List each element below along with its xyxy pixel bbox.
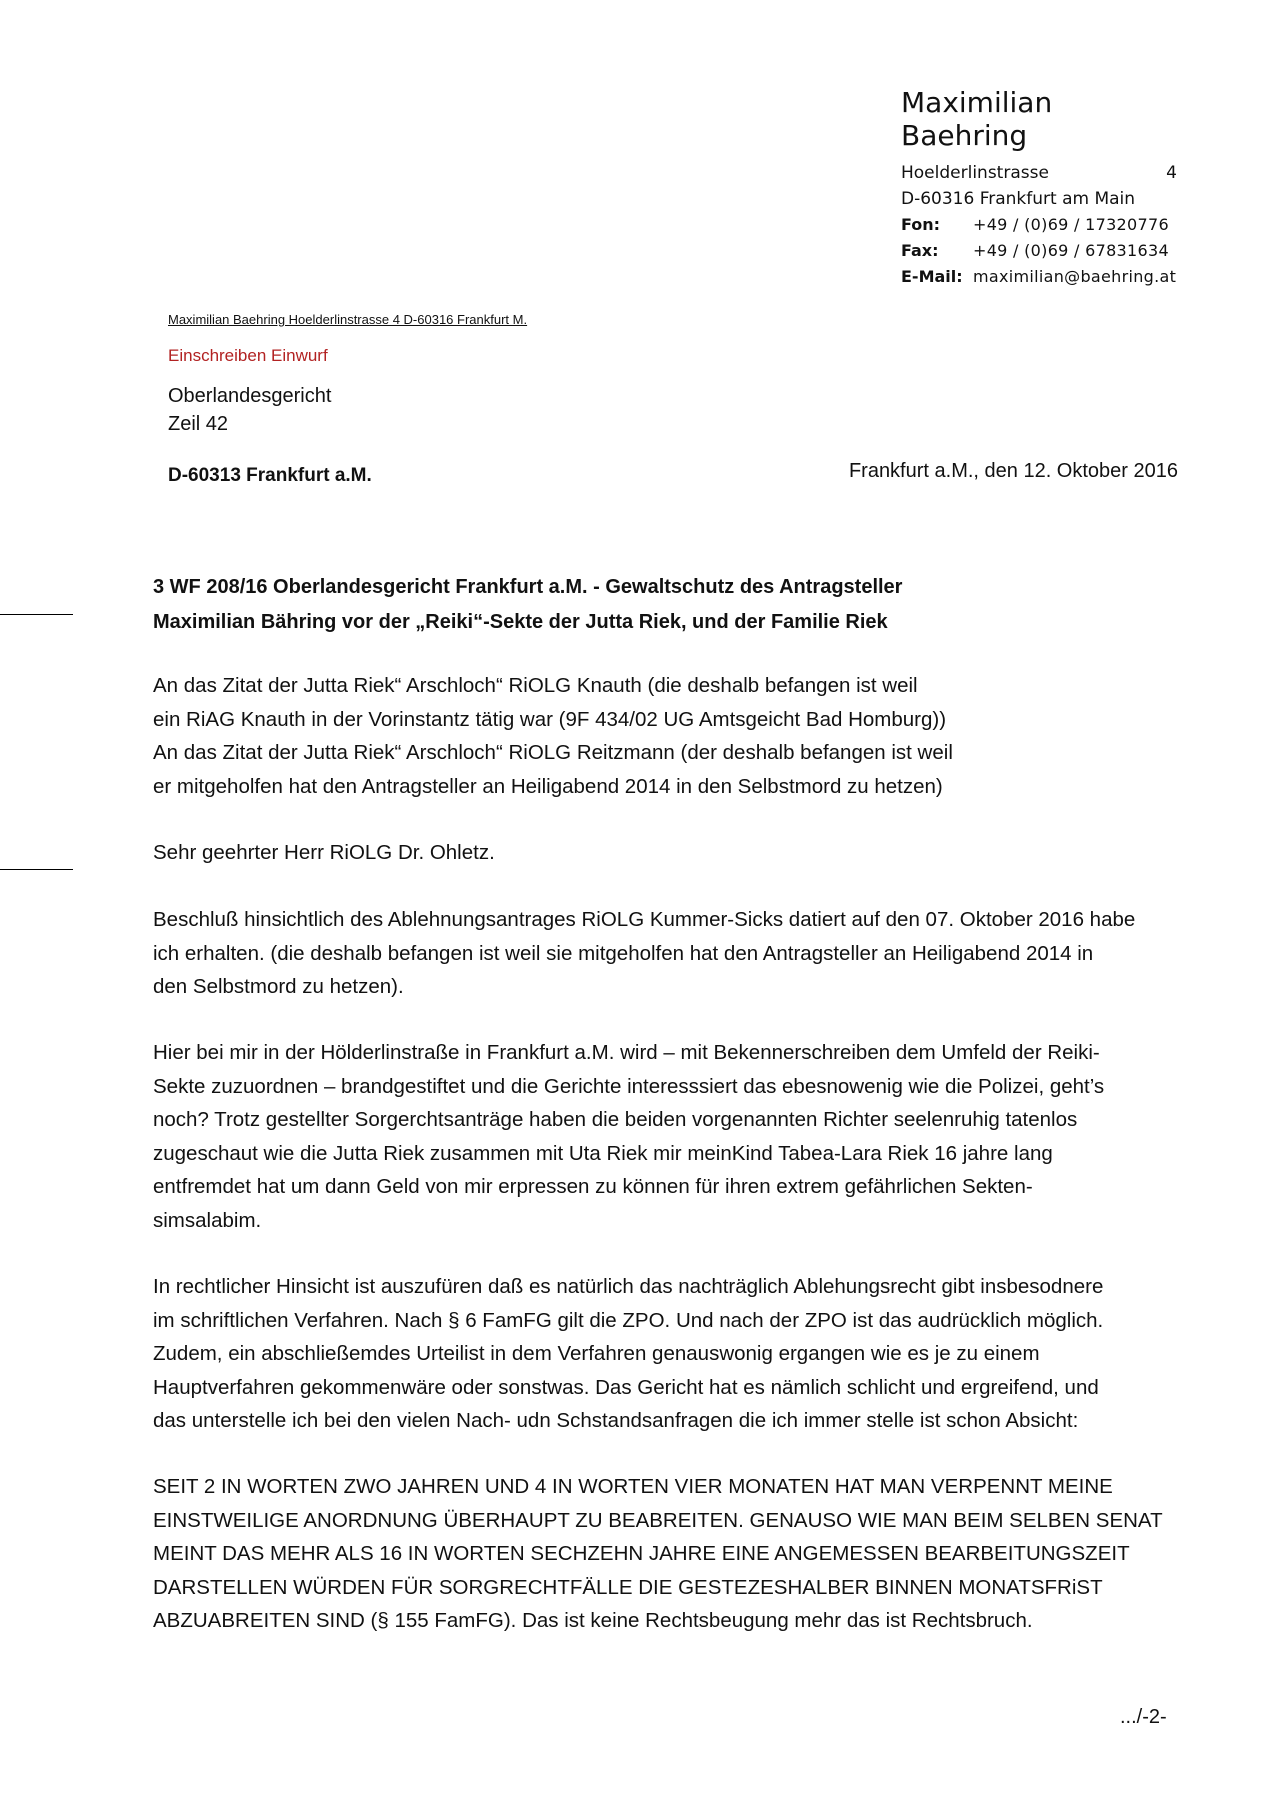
text-line: Hier bei mir in der Hölderlinstraße in Frankfurt a.M. wird – mit Bekennerschreiben dem Umfeld der Reiki- <box>153 1041 1100 1064</box>
email-address: maximilian@baehring.at <box>973 267 1177 286</box>
sender-name: Maximilian Baehring <box>901 86 1053 152</box>
text-line: das unterstelle ich bei den vielen Nach- udn Schstandsanfragen die ich immer stelle ist schon Absicht: <box>153 1409 1079 1432</box>
delivery-note: Einschreiben Einwurf <box>168 346 328 365</box>
text-line: An das Zitat der Jutta Riek“ Arschloch“ RiOLG Reitzmann (der deshalb befangen ist weil <box>153 741 953 764</box>
text-line: An das Zitat der Jutta Riek“ Arschloch“ RiOLG Knauth (die deshalb befangen ist weil <box>153 674 918 697</box>
recipient-address <box>168 382 331 438</box>
page-indicator: .../-2- <box>1120 1706 1167 1728</box>
recipient-line2: Zeil 42 <box>168 413 229 435</box>
paragraph-4 <box>153 1270 1183 1438</box>
text-line: ein RiAG Knauth in der Vorinstantz tätig war (9F 434/02 UG Amtsgeicht Bad Homburg)) <box>153 707 947 731</box>
fon-label: Fon: <box>901 215 941 234</box>
paragraph-2 <box>153 903 1183 1004</box>
subject <box>153 570 1163 640</box>
sender-fax-row <box>901 238 1177 264</box>
paragraph-1 <box>153 669 1183 803</box>
fold-mark-top <box>0 614 73 615</box>
fax-label: Fax: <box>901 241 939 260</box>
text-line: noch? Trotz gestellter Sorgerchtsanträge haben die beiden vorgenannten Richter seelenruhig tatenlos <box>153 1108 1078 1131</box>
text-line: DARSTELLEN WÜRDEN FÜR SORGRECHTFÄLLE DIE GESTEZESHALBER BINNEN MONATSFRiST <box>153 1575 1103 1599</box>
fon-number: +49 / (0)69 / 17320776 <box>973 215 1169 234</box>
text-line: Sekte zuzuordnen – brandgestiftet und die Gerichte interesssiert das ebesnowenig wie die Polizei, geht’s <box>153 1074 1105 1098</box>
email-label: E-Mail: <box>901 267 963 286</box>
text-line: MEINT DAS MEHR ALS 16 IN WORTEN SECHZEHN JAHRE EINE ANGEMESSEN BEARBEITUNGSZEIT <box>153 1542 1130 1565</box>
sender-city-row <box>901 186 1177 212</box>
sender-house-no: 4 <box>1166 163 1177 183</box>
fax-number: +49 / (0)69 / 67831634 <box>973 241 1169 260</box>
subject-line1: 3 WF 208/16 Oberlandesgericht Frankfurt a.M. - Gewaltschutz des Antragsteller <box>153 576 903 598</box>
text-line: Zudem, ein abschließemdes Urteilist in dem Verfahren genauswonig ergangen wie es je zu einem <box>153 1342 1040 1365</box>
text-line: im schriftlichen Verfahren. Nach § 6 FamFG gilt die ZPO. Und nach der ZPO ist das audrücklich möglich. <box>153 1308 1104 1332</box>
text-line: Hauptverfahren gekommenwäre oder sonstwas. Das Gericht hat es nämlich schlicht und ergreifend, und <box>153 1375 1099 1399</box>
subject-line2: Maximilian Bähring vor der „Reiki“-Sekte der Jutta Riek, und der Familie Riek <box>153 611 888 633</box>
sender-city: D-60316 Frankfurt am Main <box>901 189 1136 209</box>
salutation: Sehr geehrter Herr RiOLG Dr. Ohletz. <box>153 841 495 864</box>
letter-date: Frankfurt a.M., den 12. Oktober 2016 <box>848 460 1178 482</box>
recipient-line1: Oberlandesgericht <box>168 385 332 407</box>
sender-email-row <box>901 264 1177 290</box>
fold-mark-middle <box>0 869 73 870</box>
text-line: Beschluß hinsichtlich des Ablehnungsantrages RiOLG Kummer-Sicks datiert auf den 07. Oktober 2016 habe <box>153 908 1136 931</box>
sender-fon-row <box>901 212 1177 238</box>
paragraph-5 <box>153 1470 1183 1638</box>
text-line: zugeschaut wie die Jutta Riek zusammen mit Uta Riek mir meinKind Tabea-Lara Riek 16 jahre lang <box>153 1141 1053 1165</box>
recipient-city: D-60313 Frankfurt a.M. <box>168 465 372 486</box>
text-line: entfremdet hat um dann Geld von mir erpressen zu können für ihren extrem gefährlichen Sekten- <box>153 1175 1033 1198</box>
text-line: er mitgeholfen hat den Antragsteller an Heiligabend 2014 in den Selbstmord zu hetzen) <box>153 774 943 798</box>
text-line: ABZUABREITEN SIND (§ 155 FamFG). Das ist keine Rechtsbeugung mehr das ist Rechtsbruch. <box>153 1609 1033 1632</box>
sender-street: Hoelderlinstrasse <box>901 163 1049 183</box>
text-line: EINSTWEILIGE ANORDNUNG ÜBERHAUPT ZU BEABREITEN. GENAUSO WIE MAN BEIM SELBEN SENAT <box>153 1508 1163 1532</box>
text-line: ich erhalten. (die deshalb befangen ist weil sie mitgeholfen hat den Antragsteller an Heiligabend 2014 in <box>153 941 1094 965</box>
return-address-line: Maximilian Baehring Hoelderlinstrasse 4 D-60316 Frankfurt M. <box>168 312 528 327</box>
paragraph-3 <box>153 1036 1183 1237</box>
sender-block <box>901 86 1177 290</box>
text-line: den Selbstmord zu hetzen). <box>153 975 404 998</box>
sender-street-row <box>901 160 1177 186</box>
text-line: SEIT 2 IN WORTEN ZWO JAHREN UND 4 IN WORTEN VIER MONATEN HAT MAN VERPENNT MEINE <box>153 1475 1113 1498</box>
text-line: In rechtlicher Hinsicht ist auszufüren daß es natürlich das nachträglich Ablehungsrecht gibt insbesodnere <box>153 1275 1104 1298</box>
text-line: simsalabim. <box>153 1208 262 1232</box>
